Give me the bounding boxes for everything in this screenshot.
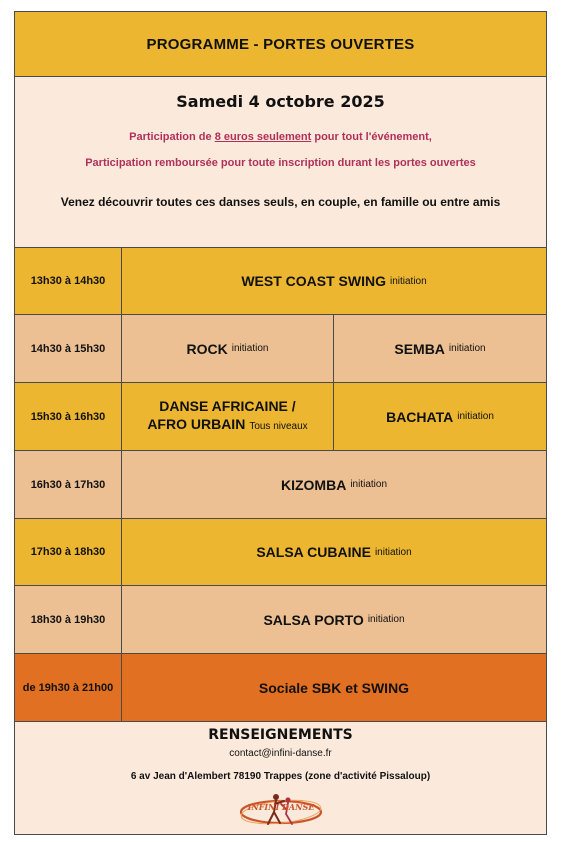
event-date: Samedi 4 octobre 2025	[176, 92, 385, 111]
time-slot: 18h30 à 19h30	[14, 585, 122, 654]
dance-slot	[121, 585, 547, 654]
dance-slot	[121, 450, 547, 519]
refund-line: Participation remboursée pour toute inscription durant les portes ouvertes	[85, 157, 476, 169]
discover-line: Venez découvrir toutes ces danses seuls, en couple, en famille ou entre amis	[60, 195, 501, 209]
time-slot: 16h30 à 17h30	[14, 450, 122, 519]
dance-name: AFRO URBAIN	[147, 416, 246, 432]
price-prefix: Participation de	[129, 131, 215, 143]
time-slot: 14h30 à 15h30	[14, 314, 122, 383]
page-title: PROGRAMME - PORTES OUVERTES	[146, 35, 415, 53]
dance-name: BACHATA	[386, 408, 454, 425]
dance-slot	[121, 382, 334, 451]
dance-name: SALSA CUBAINE	[256, 544, 371, 560]
dance-name: KIZOMBA	[280, 476, 347, 493]
price-highlight: 8 euros seulement	[214, 131, 312, 143]
info-title: RENSEIGNEMENTS	[208, 727, 353, 743]
dance-level: initiation	[389, 275, 427, 287]
infini-danse-logo	[226, 788, 336, 834]
program-sheet	[14, 11, 547, 835]
price-suffix: pour tout l'événement,	[311, 131, 432, 143]
logo-text: INFINI DANSE	[247, 802, 314, 812]
dance-level: initiation	[350, 479, 388, 490]
dance-level: initiation	[367, 614, 405, 625]
time-slot: de 19h30 à 21h00	[14, 653, 122, 722]
dance-level: initiation	[448, 343, 486, 354]
dance-slot	[121, 247, 547, 315]
dance-name: Sociale SBK et SWING	[258, 679, 410, 696]
intro-panel	[14, 76, 547, 248]
dance-level: initiation	[374, 546, 412, 558]
dance-level: initiation	[457, 411, 494, 422]
dance-slot	[121, 314, 334, 383]
dance-slot	[333, 314, 547, 383]
time-slot: 17h30 à 18h30	[14, 518, 122, 586]
header-banner	[14, 11, 547, 77]
dance-level: Tous niveaux	[249, 421, 308, 432]
logo-graphic	[226, 788, 336, 834]
dance-name: SEMBA	[394, 340, 445, 357]
dance-name: WEST COAST SWING	[241, 273, 386, 289]
time-slot: 13h30 à 14h30	[14, 247, 122, 315]
price-line	[129, 131, 432, 143]
info-panel	[14, 721, 547, 835]
dance-name: SALSA PORTO	[263, 611, 364, 628]
time-slot: 15h30 à 16h30	[14, 382, 122, 451]
contact-email: contact@infini-danse.fr	[229, 748, 332, 759]
dance-level: initiation	[231, 343, 269, 354]
dance-name: DANSE AFRICAINE /	[159, 398, 296, 414]
dance-slot	[121, 518, 547, 586]
address: 6 av Jean d'Alembert 78190 Trappes (zone d'activité Pissaloup)	[130, 771, 431, 782]
dance-slot	[333, 382, 547, 451]
dance-slot	[121, 653, 547, 722]
dance-name: ROCK	[186, 340, 228, 357]
